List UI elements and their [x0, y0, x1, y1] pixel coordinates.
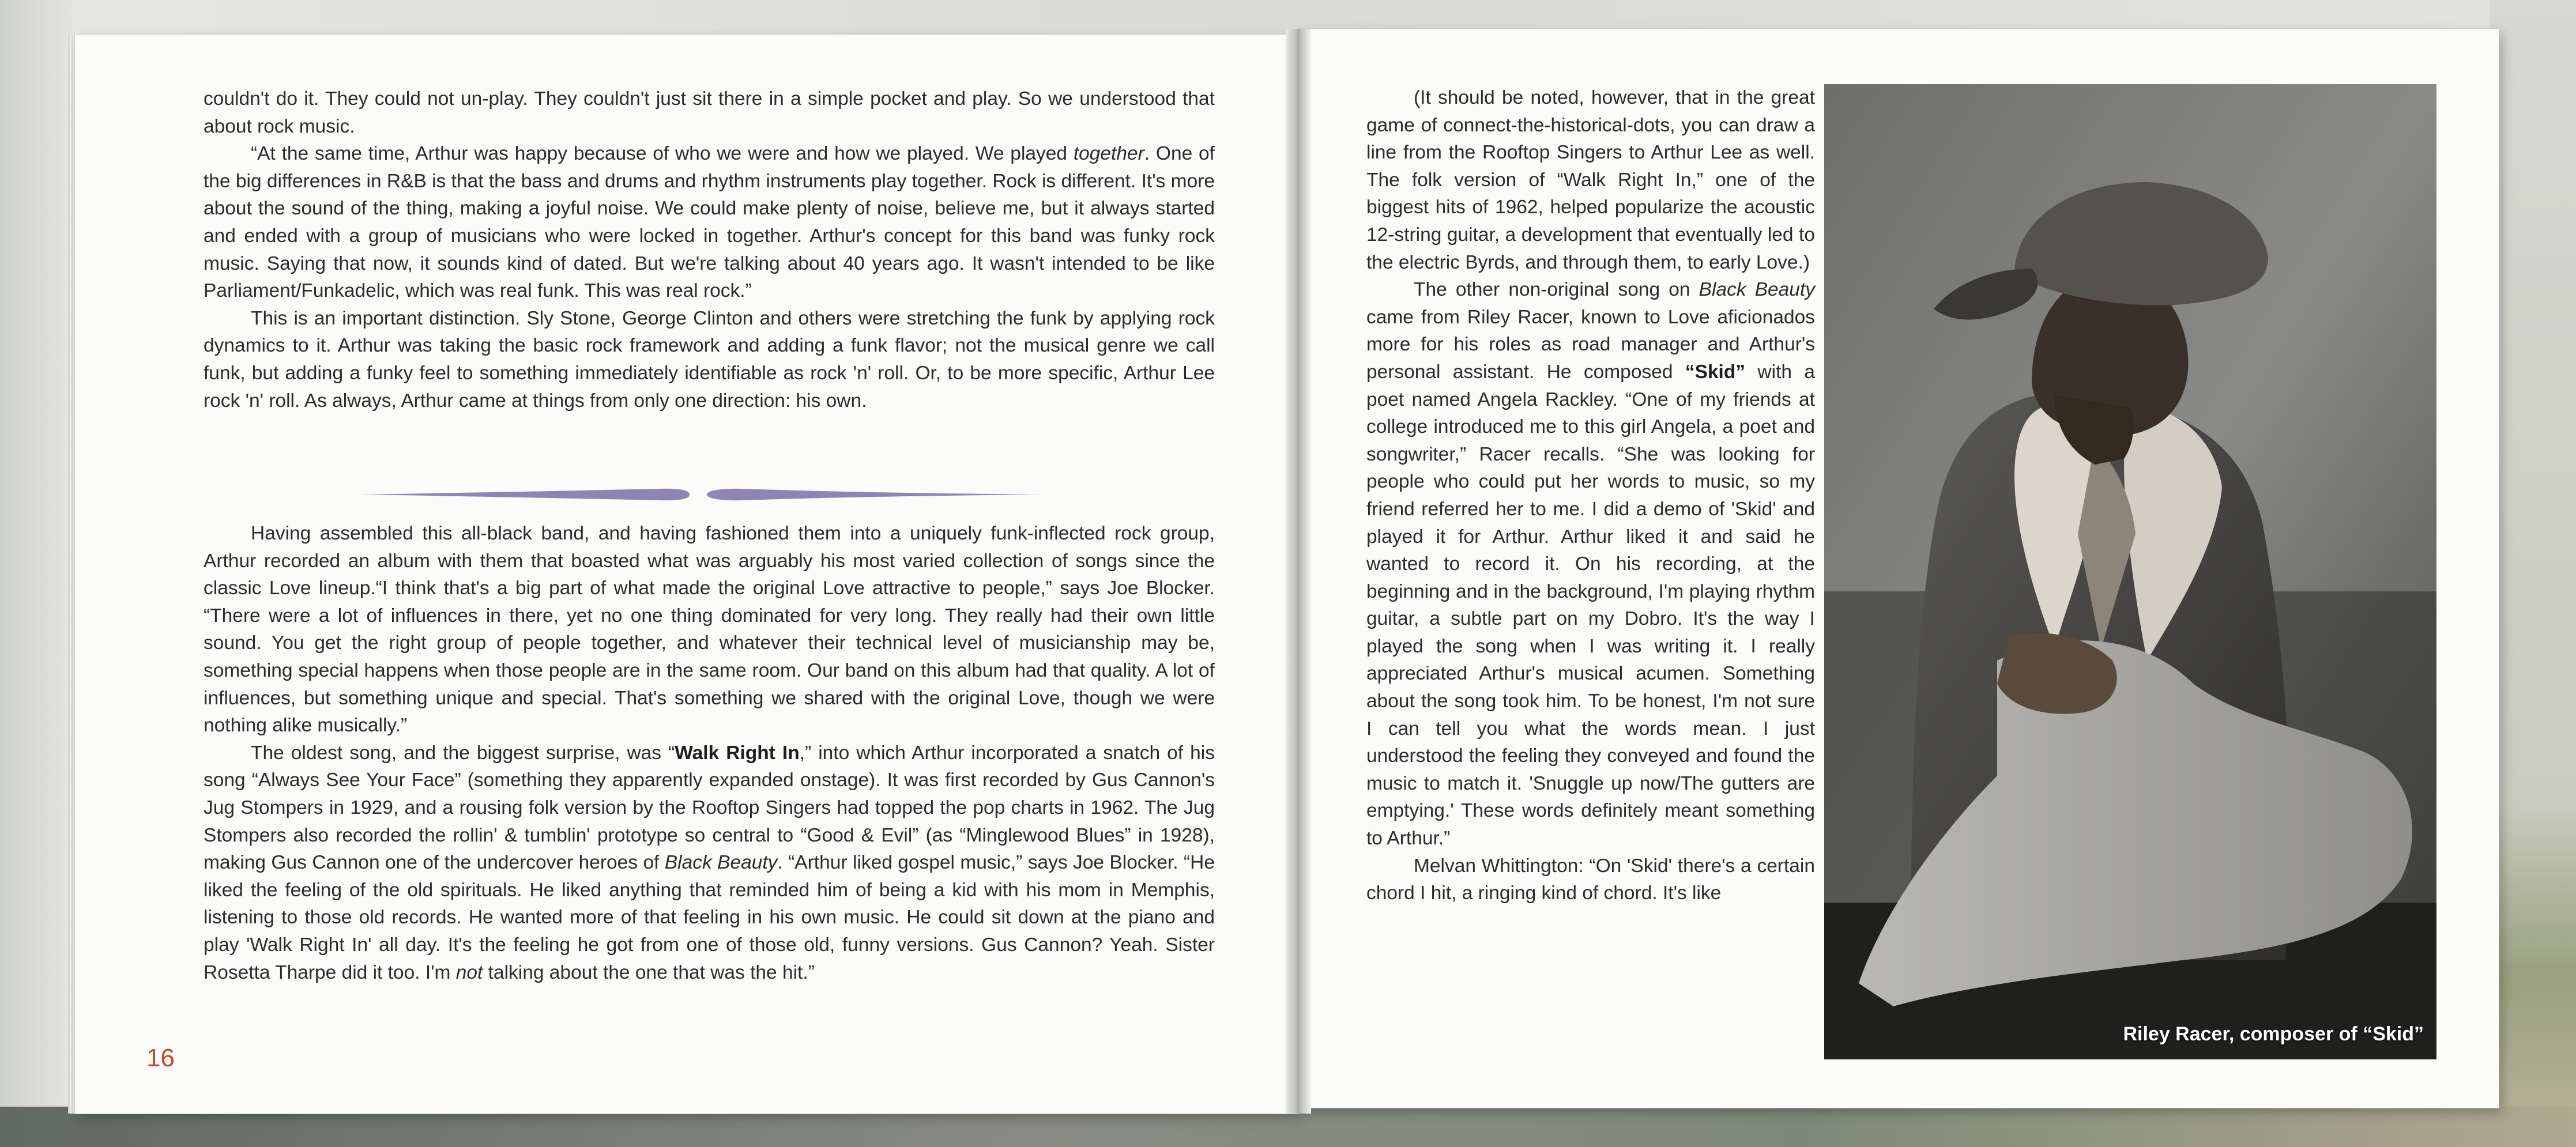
paragraph: [204, 520, 1215, 739]
text-run: . “Arthur liked gospel music,” says Joe Blocker. “He liked the feeling of the old spirituals. He liked anything that reminded him of being a kid with his mom in Memphis, listening to those old records. He wanted more of that feeling in his own music. He could sit down at the piano and play 'Walk Right In' all day. It's the feeling he got from one of those old, funny versions. Gus Cannon? Yeah. Sister Rosetta Tharpe did it too. I'm: [204, 852, 1215, 983]
divider-left-swash: [361, 489, 690, 500]
text-run: “At the same time, Arthur was happy because of who we were and how we played. We played: [251, 143, 1074, 165]
paragraph: [204, 305, 1215, 414]
emphasis-text: not: [455, 961, 483, 983]
section-divider-ornament: [361, 484, 1041, 505]
text-run: The other non-original song on: [1414, 279, 1699, 301]
text-run: ,” into which Arthur incorporated a snatch of his song “Always See Your Face” (something they apparently expanded onstage). It was first recorded by Gus Cannon's Jug Stompers in 1929, and a rousing folk version by the Rooftop Singers had topped the pop charts in 1962. The Jug Stompers also recorded the rollin' & tumblin' prototype so central to “Good & Evil” (as “Minglewood Blues” in 1928), making Gus Cannon one of the undercover heroes of: [204, 742, 1215, 874]
paragraph: [1366, 84, 1815, 276]
song-title: “Skid”: [1685, 361, 1746, 383]
emphasis-text: together: [1073, 143, 1144, 165]
left-page-text-top: [204, 85, 1215, 414]
paragraph: [204, 739, 1215, 986]
page-number: 16: [146, 1044, 175, 1072]
text-run: Melvan Whittington: “On 'Skid' there's a certain chord I hit, a ringing kind of chord. It's like: [1366, 855, 1815, 904]
riley-racer-photo: [1824, 84, 2436, 1059]
paragraph: [1366, 276, 1815, 852]
text-run: talking about the one that was the hit.”: [483, 961, 815, 983]
paragraph: [1366, 852, 1815, 907]
emphasis-text: Black Beauty: [1698, 279, 1815, 301]
text-run: with a poet named Angela Rackley. “One of my friends at college introduced me to this girl Angela, a poet and songwriter,” Racer recalls. “She was looking for people who could put her words to music, so my friend referred her to me. I did a demo of 'Skid' and played it for Arthur. Arthur liked it and said he wanted to record it. On his recording, at the beginning and in the background, I'm playing rhythm guitar, a subtle part on my Dobro. It's the way I played the song when I was writing it. I really appreciated Arthur's musical acumen. Something about the song took him. To be honest, I'm not sure I can tell you what the words mean. I just understood the feeling they conveyed and found the music to match it. 'Snuggle up now/The gutters are emptying.' These words definitely meant something to Arthur.”: [1366, 361, 1815, 850]
photo-caption: Riley Racer, composer of “Skid”: [2123, 1023, 2424, 1045]
paragraph: [204, 85, 1215, 140]
divider-right-swash: [707, 489, 1041, 500]
scan-edge-right: [2490, 0, 2576, 1147]
text-run: This is an important distinction. Sly Stone, George Clinton and others were stretching the funk by applying rock dynamics to it. Arthur was taking the basic rock framework and adding a funk flavor; not the musical genre we call funk, but adding a funky feel to something immediately identifiable as rock 'n' roll. Or, to be more specific, Arthur Lee rock 'n' roll. As always, Arthur came at things from only one direction: his own.: [204, 307, 1215, 412]
text-run: The oldest song, and the biggest surprise, was “: [251, 742, 675, 764]
right-page-text: [1366, 84, 1815, 907]
book-gutter: [1286, 29, 1311, 1114]
left-page-text-bottom: [204, 520, 1215, 986]
text-run: couldn't do it. They could not un-play. They couldn't just sit there in a simple pocket and play. So we understood that about rock music.: [204, 88, 1215, 137]
text-run: came from Riley Racer, known to Love aficionados more for his roles as road manager and Arthur's personal assistant. He composed: [1366, 306, 1815, 383]
text-run: . One of the big differences in R&B is that the bass and drums and rhythm instruments play together. Rock is different. It's more about the sound of the thing, making a joyful noise. We could make plenty of noise, believe me, but it always started and ended with a group of musicians who were locked in together. Arthur's concept for this band was funky rock music. Saying that now, it sounds kind of dated. But we're talking about 40 years ago. It wasn't intended to be like Parliament/Funkadelic, which was real funk. This was real rock.”: [204, 143, 1215, 302]
text-run: (It should be noted, however, that in the great game of connect-the-historical-dots, you can draw a line from the Rooftop Singers to Arthur Lee as well. The folk version of “Walk Right In,” one of the biggest hits of 1962, helped popularize the acoustic 12-string guitar, a development that eventually led to the electric Byrds, and through them, to early Love.): [1366, 87, 1815, 273]
photo-illustration: [1824, 84, 2436, 1059]
text-run: Having assembled this all-black band, and having fashioned them into a uniquely funk-inflected rock group, Arthur recorded an album with them that boasted what was arguably his most varied collection of songs since the classic Love lineup.“I think that's a big part of what made the original Love attractive to people,” says Joe Blocker. “There were a lot of influences in there, yet no one thing dominated for very long. They really had their own little sound. You get the right group of people together, and whatever their technical level of musicianship may be, something special happens when those people are in the same room. Our band on this album had that quality. A lot of influences, but something unique and special. That's something we shared with the original Love, though we were nothing alike musically.”: [204, 523, 1215, 737]
emphasis-text: Black Beauty: [664, 852, 778, 874]
song-title: Walk Right In: [675, 742, 800, 764]
paragraph: [204, 140, 1215, 305]
